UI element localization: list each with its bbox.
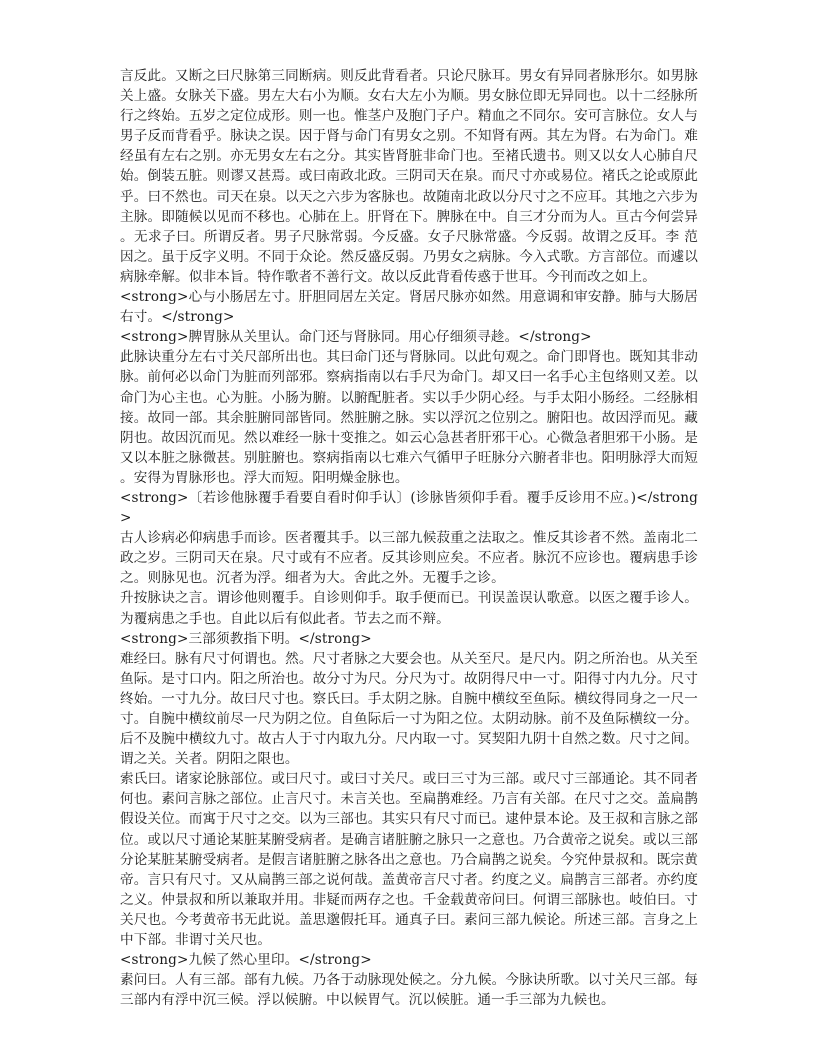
- paragraph-suwen: 素问曰。人有三部。部有九候。乃各于动脉现处候之。分九候。今脉诀所歌。以寸关尺三部。每三部内有浮中沉三候。浮以候腑。中以候胃气。沉以候脏。通一手三部为九候也。: [120, 972, 698, 1009]
- verse-spleen-stomach: <strong>脾胃脉从关里认。命门还与肾脉同。用心仔细须寻趁。</strong>: [120, 329, 592, 346]
- verse-three-positions: <strong>三部须教指下明。</strong>: [120, 630, 372, 647]
- paragraph-sheng-note: 升按脉诀之言。谓诊他则覆手。自诊则仰手。取手便而已。刊误盖误认歌意。以医之覆手诊人。为覆病患之手也。自此以后有似此者。节去之而不辩。: [120, 590, 698, 627]
- verse-hand-orientation: <strong>〔若诊他脉覆手看要自看时仰手认〕(诊脉皆须仰手看。覆手反诊用不应。)</strong>: [120, 489, 698, 527]
- paragraph-position-commentary: 此脉诀重分左右寸关尺部所出也。其曰命门还与肾脉同。以此句观之。命门即肾也。既知其非动脉。前何必以命门为脏而列部邪。察病指南以右手尺为命门。却又曰一名手心主包络则又差。以命门为心主也。心为脏。小肠为腑。以腑配脏者。实以手少阴心经。与手太阳小肠经。二经脉相接。故同一部。其余脏腑同部皆同。然脏腑之脉。实以浮沉之位别之。腑阳也。故因浮而见。藏阴也。故因沉而见。然以难经一脉十变推之。如云心急甚者肝邪干心。心微急者胆邪干小肠。是又以本脏之脉微甚。别脏腑也。察病指南以七难六气循甲子旺脉分六腑者非也。阳明脉浮大而短。安得为胃脉形也。浮大而短。阳明燥金脉也。: [120, 349, 698, 486]
- paragraph-ancient-diagnosis: 古人诊病必仰病患手而诊。医者覆其手。以三部九候菽重之法取之。惟反其诊者不然。盖南北二政之岁。三阴司天在泉。尺寸或有不应者。反其诊则应矣。不应者。脉沉不应诊也。覆病患手诊之。则脉见也。沉者为浮。细者为大。舍此之外。无覆手之诊。: [120, 530, 698, 587]
- paragraph-suo-commentary: 索氏曰。诸家论脉部位。或曰尺寸。或曰寸关尺。或曰三寸为三部。或尺寸三部通论。其不同者何也。素问言脉之部位。止言尺寸。未言关也。至扁鹊难经。乃言有关部。在尺寸之交。盖扁鹊假设关位。而寓于尺寸之交。以为三部也。其实只有尺寸而已。逮仲景本论。及王叔和言脉之部位。或以尺寸通论某脏某腑受病者。是确言诸脏腑之脉只一之意也。乃合黄帝之说矣。或以三部分论某脏某腑受病者。是假言诸脏腑之脉各出之意也。乃合扁鹊之说矣。今究仲景叔和。既宗黄帝。言只有尺寸。又从扁鹊三部之说何哉。盖黄帝言尺寸者。约度之义。扁鹊言三部者。亦约度之义。仲景叔和所以兼取并用。非疑而两存之也。千金载黄帝问曰。何谓三部脉也。岐伯曰。寸关尺也。今考黄帝书无此说。盖思邈假托耳。通真子曰。素问三部九候论。所述三部。言身之上中下部。非谓寸关尺也。: [120, 771, 698, 949]
- paragraph-nanjing: 难经曰。脉有尺寸何谓也。然。尺寸者脉之大要会也。从关至尺。是尺内。阴之所治也。从关至鱼际。是寸口内。阳之所治也。故分寸为尺。分尺为寸。故阴得尺中一寸。阳得寸内九分。尺寸终始。一寸九分。故曰尺寸也。察氏曰。手太阴之脉。自腕中横纹至鱼际。横纹得同身之一尺一寸。自腕中横纹前尽一尺为阴之位。自鱼际后一寸为阳之位。太阴动脉。前不及鱼际横纹一分。后不及腕中横纹九寸。故古人于寸内取九分。尺内取一寸。冥契阳九阴十自然之数。尺寸之间。谓之关。关者。阴阳之限也。: [120, 650, 698, 768]
- verse-nine-signs: <strong>九候了然心里印。</strong>: [120, 952, 372, 969]
- paragraph-gender-pulse: 言反此。又断之曰尺脉第三同断病。则反此背看者。只论尺脉耳。男女有异同者脉形尔。如男脉关上盛。女脉关下盛。男左大右小为顺。女右大左小为顺。男女脉位即无异同也。以十二经脉所行之终始。五岁之定位成形。则一也。惟茎户及胞门子户。精血之不同尔。安可言脉位。女人与男子反而背看乎。脉诀之误。因于肾与命门有男女之别。不知肾有两。其左为肾。右为命门。难经虽有左右之别。亦无男女左右之分。其实皆肾脏非命门也。至褚氏遗书。则又以女人心肺自尺始。倒装五脏。则谬又甚焉。或曰南政北政。三阴司天在泉。而尺寸亦或易位。褚氏之论或原此乎。曰不然也。司天在泉。以天之六步为客脉也。故随南北政以分尺寸之不应耳。其地之六步为主脉。即随候以见而不移也。心肺在上。肝肾在下。脾脉在中。自三才分而为人。亘古今何尝异。无求子曰。所谓反者。男子尺脉常弱。今反盛。女子尺脉常盛。今反弱。故谓之反耳。李 范因之。虽于反字义明。不同于众论。然反盛反弱。乃男女之病脉。今入式歌。方言部位。而遽以病脉牵解。似非本旨。特作歌者不善行文。故以反此背看传惑于世耳。今刊而改之如上。: [120, 68, 698, 285]
- document-page: [120, 66, 698, 1010]
- verse-left-hand-positions: <strong>心与小肠居左寸。肝胆同居左关定。肾居尺脉亦如然。用意调和审安静。肺与大肠居右寸。</strong>: [120, 289, 698, 326]
